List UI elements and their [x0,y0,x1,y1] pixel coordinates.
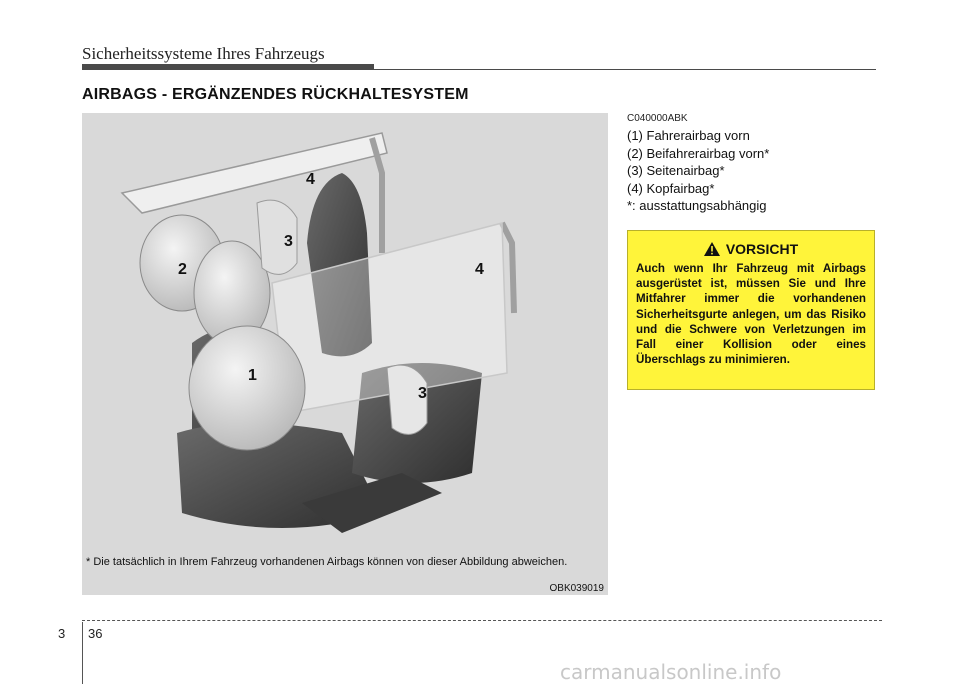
callout-3-top: 3 [284,233,293,250]
legend-item: (1) Fahrerairbag vorn [627,128,750,143]
header-rule [374,69,876,70]
warning-triangle-icon [704,242,720,256]
page-number: 36 [88,626,103,641]
section-title: AIRBAGS - ERGÄNZENDES RÜCKHALTESYSTEM [82,86,469,103]
legend-item: (3) Seitenairbag* [627,163,725,178]
callout-4-top: 4 [306,171,315,188]
legend-item: (2) Beifahrerairbag vorn* [627,145,770,161]
header-title: Sicherheitssysteme Ihres Fahrzeugs [82,44,325,63]
warning-text: Auch wenn Ihr Fahrzeug mit Airbags ausgerüstet ist, müssen Sie und Ihre Mitfahrer immer die vorhandenen Sicherheitsgurte anlegen, um das Risiko und die Schwere von Verletzungen im Fall einer Kollision oder eines Überschlags zu minimieren. [636,262,866,367]
callout-1: 1 [248,367,257,384]
warning-title: VORSICHT [725,241,799,257]
callout-4-right: 4 [475,261,484,278]
doc-code: C040000ABK [627,113,688,124]
callout-3-bottom: 3 [418,385,427,402]
warning-box [627,230,875,390]
airbag-legend [627,127,769,215]
warning-header [636,241,866,257]
page-chapter: 3 [58,626,66,641]
callout-2: 2 [178,261,187,278]
airbag-illustration [82,113,608,595]
page-separator-vertical [82,622,83,684]
legend-item: (4) Kopfairbag* [627,180,715,196]
header-bar [82,64,374,70]
watermark: carmanualsonline.info [560,660,782,684]
airbag-figure [82,113,608,595]
figure-caption: * Die tatsächlich in Ihrem Fahrzeug vorhandenen Airbags können von dieser Abbildung abweichen. [86,556,568,568]
figure-code: OBK039019 [549,583,604,594]
page-separator [82,620,882,621]
legend-item: *: ausstattungsabhängig [627,198,767,213]
